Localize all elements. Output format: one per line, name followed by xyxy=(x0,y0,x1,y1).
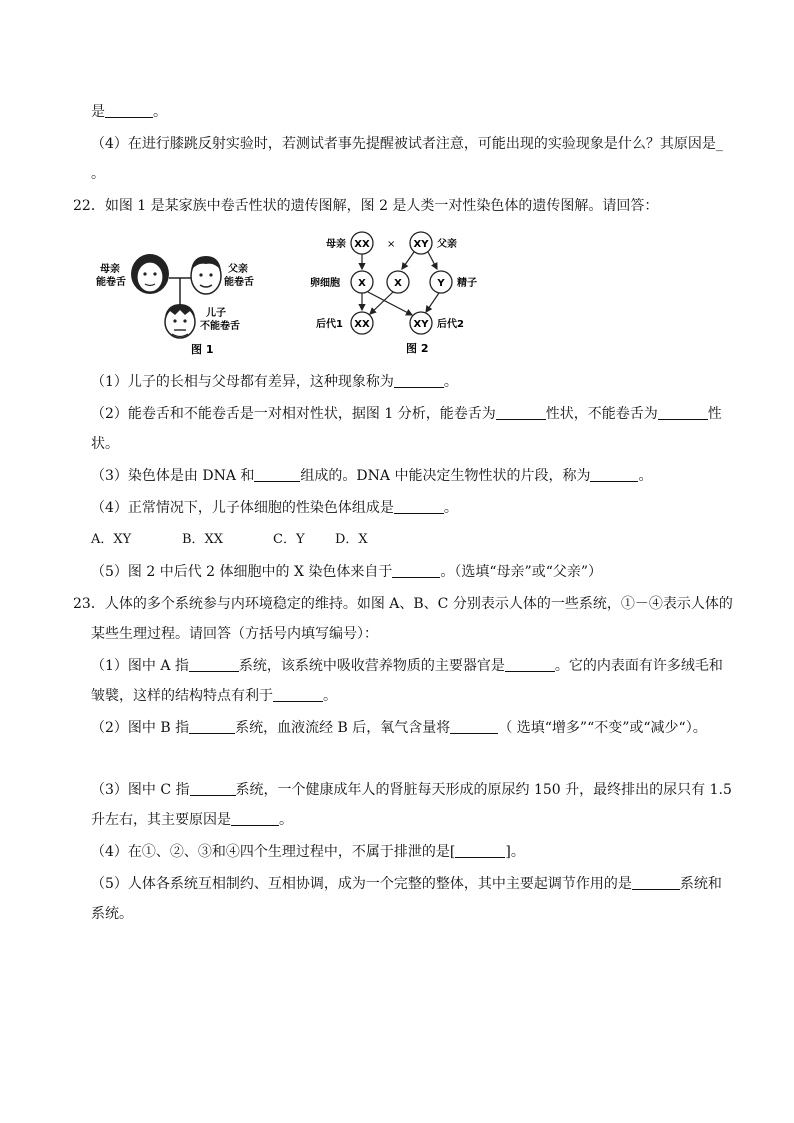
option-a[interactable]: A．XY xyxy=(91,532,132,547)
q21-sub4 xyxy=(91,134,723,154)
answer-blank[interactable] xyxy=(632,875,680,890)
q22-s1-text: （1）儿子的长相与父母都有差异，这种现象称为 xyxy=(91,374,394,390)
q23-s3-end: 。 xyxy=(279,812,293,828)
answer-blank[interactable] xyxy=(273,687,323,702)
q23-s3-text: （3）图中 C 指 xyxy=(91,782,190,798)
answer-blank[interactable] xyxy=(394,499,444,514)
q23-s1-text: 皱襞，这样的结构特点有利于 xyxy=(91,688,273,704)
fig2-sperm-label: 精子 xyxy=(457,278,477,289)
fig2-father-label: 父亲 xyxy=(437,239,457,250)
q22-sub4-options xyxy=(91,530,368,550)
q23-sub5-cont: 系统。 xyxy=(91,906,133,922)
q23-sub3-cont xyxy=(91,810,293,830)
option-d[interactable]: D．X xyxy=(335,532,368,547)
fig1-caption: 图 1 xyxy=(191,343,214,356)
figure-1-pedigree xyxy=(88,244,288,359)
q23-stem-line2: 某些生理过程。请回答（方括号内填写编号）： xyxy=(91,626,378,642)
q22-s2-text: 性状，不能卷舌为 xyxy=(545,406,658,422)
answer-blank[interactable] xyxy=(590,467,638,482)
q22-s2-text: 性 xyxy=(707,406,722,422)
q23-stem-line1: 23．人体的多个系统参与内环境稳定的维持。如图 A、B、C 分别表示人体的一些系统，①－④表示人体的 xyxy=(73,596,733,612)
q23-s2-end: （ 选填“增多”“不变”或“减少“）。 xyxy=(498,720,707,736)
q21-sub4-blank-mark[interactable]: _ xyxy=(715,136,723,152)
fig2-offspring2-label: 后代2 xyxy=(437,319,464,330)
son-face-icon xyxy=(165,304,195,338)
q22-s3-text: （3）染色体是由 DNA 和 xyxy=(91,468,255,484)
fig1-mother-trait: 能卷舌 xyxy=(96,277,126,288)
q21-sub4-text: （4）在进行膝跳反射实验时，若测试者事先提醒被试者注意，可能出现的实验现象是什么？其原因是 xyxy=(91,136,716,152)
fig1-son-label: 儿子 xyxy=(206,308,226,319)
answer-blank[interactable] xyxy=(394,373,444,388)
q23-sub2 xyxy=(91,718,707,738)
q23-sub5 xyxy=(91,874,722,894)
fig1-father-label: 父亲 xyxy=(228,264,248,275)
q23-s3-text: 系统，一个健康成年人的肾脏每天形成的原尿约 150 升，最终排出的尿只有 1.5 xyxy=(235,782,732,798)
q22-s3-text: 组成的。DNA 中能决定生物性状的片段，称为 xyxy=(300,468,591,484)
q21-text: 是 xyxy=(91,104,105,120)
answer-blank[interactable] xyxy=(658,405,708,420)
answer-blank[interactable] xyxy=(392,563,440,578)
q23-sub3 xyxy=(91,780,732,800)
answer-blank[interactable] xyxy=(189,719,235,734)
fig1-father-trait: 能卷舌 xyxy=(224,277,254,288)
q22-sub5 xyxy=(91,562,602,582)
q23-s3-text: 升左右，其主要原因是 xyxy=(91,812,231,828)
q22-s2-text: （2）能卷舌和不能卷舌是一对相对性状，据图 1 分析，能卷舌为 xyxy=(91,406,496,422)
q23-sub4 xyxy=(91,842,525,862)
answer-blank[interactable] xyxy=(190,781,236,796)
q22-s1-end: 。 xyxy=(443,374,458,390)
q23-s4-end: ]。 xyxy=(505,844,525,860)
q23-sub1-cont xyxy=(91,686,337,706)
answer-blank[interactable] xyxy=(450,719,498,734)
answer-blank[interactable] xyxy=(189,657,239,672)
q22-s3-end: 。 xyxy=(638,468,653,484)
q22-sub3 xyxy=(91,466,652,486)
answer-blank[interactable] xyxy=(455,843,505,858)
fig2-offspring1-genotype: XX xyxy=(354,319,370,330)
option-c[interactable]: C．Y xyxy=(273,532,305,547)
answer-blank[interactable] xyxy=(254,467,300,482)
fig2-mother-genotype: XX xyxy=(354,239,370,250)
q22-sub2-cont: 状。 xyxy=(91,436,119,452)
fig1-mother-label: 母亲 xyxy=(100,264,120,275)
q21-line-continuation xyxy=(91,102,167,122)
answer-blank[interactable] xyxy=(496,405,546,420)
mother-face-icon xyxy=(131,254,169,294)
q23-s2-text: （2）图中 B 指 xyxy=(91,720,190,736)
q22-s5-text: （5）图 2 中后代 2 体细胞中的 X 染色体来自于 xyxy=(91,564,393,580)
q21-text: 。 xyxy=(153,104,167,120)
q22-sub2 xyxy=(91,404,722,424)
q23-s1-text: （1）图中 A 指 xyxy=(91,658,189,674)
q23-s5-text: （5）人体各系统互相制约、互相协调，成为一个完整的整体，其中主要起调节作用的是 xyxy=(91,876,632,892)
q22-sub4 xyxy=(91,498,458,518)
q23-s1-text: 系统，该系统中吸收营养物质的主要器官是 xyxy=(238,658,505,674)
fig2-gamete-3: Y xyxy=(437,278,445,289)
answer-blank[interactable] xyxy=(105,103,153,118)
answer-blank[interactable] xyxy=(505,657,555,672)
fig2-offspring2-genotype: XY xyxy=(413,319,429,330)
q23-s2-text: 系统，血液流经 B 后，氧气含量将 xyxy=(235,720,451,736)
q22-s4-text: （4）正常情况下，儿子体细胞的性染色体组成是 xyxy=(91,500,394,516)
q23-s1-end: 。 xyxy=(323,688,337,704)
fig2-gamete-1: X xyxy=(358,278,366,289)
fig2-egg-label: 卵细胞 xyxy=(310,278,340,289)
q23-s5-text: 系统和 xyxy=(679,876,722,892)
q23-sub1 xyxy=(91,656,723,676)
answer-blank[interactable] xyxy=(231,811,279,826)
q23-s1-text: 。它的内表面有许多绒毛和 xyxy=(554,658,723,674)
q21-sub4-end xyxy=(91,164,105,184)
father-face-icon xyxy=(191,256,221,294)
q21-text: 。 xyxy=(91,166,105,182)
q22-s4-end: 。 xyxy=(443,500,458,516)
fig2-caption: 图 2 xyxy=(406,342,429,355)
q22-s5-end: 。（选填“母亲”或“父亲”） xyxy=(440,564,603,580)
q23-s4-text: （4）在①、②、③和④四个生理过程中，不属于排泄的是[ xyxy=(91,844,456,860)
option-b[interactable]: B．XX xyxy=(182,532,224,547)
fig1-son-trait: 不能卷舌 xyxy=(200,321,240,332)
fig2-gamete-2: X xyxy=(394,278,402,289)
fig2-cross-symbol: × xyxy=(387,239,396,250)
fig2-mother-label: 母亲 xyxy=(326,239,346,250)
figure-2-sex-chromosome-diagram xyxy=(306,228,506,358)
q22-sub1 xyxy=(91,372,458,392)
fig2-father-genotype: XY xyxy=(413,239,429,250)
q22-stem: 22．如图 1 是某家族中卷舌性状的遗传图解，图 2 是人类一对性染色体的遗传图解。请回答： xyxy=(73,198,659,214)
fig2-offspring1-label: 后代1 xyxy=(316,319,343,330)
